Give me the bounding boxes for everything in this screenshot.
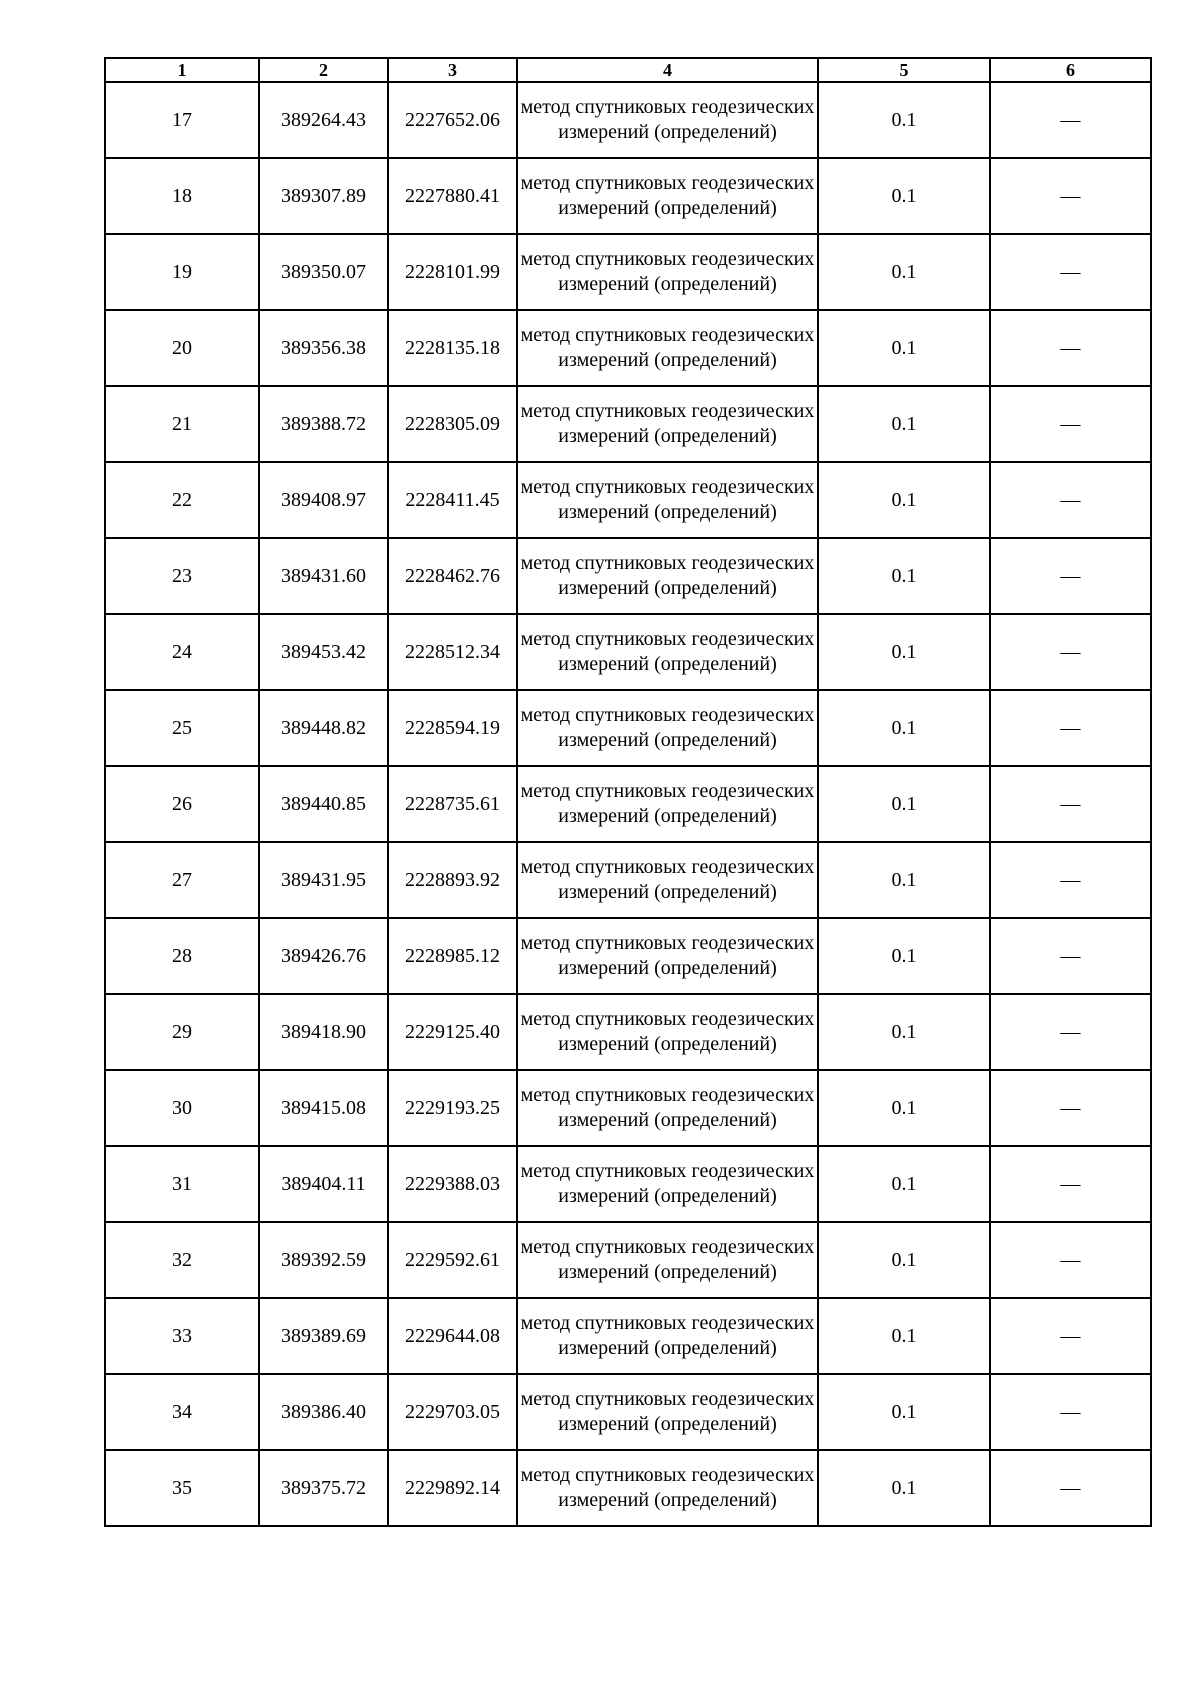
method-cell: метод спутниковых геодезических измерений (определений) bbox=[517, 918, 818, 994]
method-cell: метод спутниковых геодезических измерений (определений) bbox=[517, 234, 818, 310]
method-cell: метод спутниковых геодезических измерений (определений) bbox=[517, 614, 818, 690]
x-coordinate-cell: 389448.82 bbox=[259, 690, 388, 766]
coordinates-table bbox=[104, 57, 1152, 1527]
description-cell: — bbox=[990, 614, 1151, 690]
description-cell: — bbox=[990, 842, 1151, 918]
method-cell: метод спутниковых геодезических измерений (определений) bbox=[517, 690, 818, 766]
y-coordinate-cell: 2228101.99 bbox=[388, 234, 517, 310]
table-row bbox=[105, 842, 1151, 918]
point-number-cell: 18 bbox=[105, 158, 259, 234]
method-cell: метод спутниковых геодезических измерений (определений) bbox=[517, 386, 818, 462]
y-coordinate-cell: 2228305.09 bbox=[388, 386, 517, 462]
description-cell: — bbox=[990, 234, 1151, 310]
description-cell: — bbox=[990, 1070, 1151, 1146]
description-cell: — bbox=[990, 462, 1151, 538]
table-row bbox=[105, 1374, 1151, 1450]
table-row bbox=[105, 82, 1151, 158]
y-coordinate-cell: 2227880.41 bbox=[388, 158, 517, 234]
x-coordinate-cell: 389440.85 bbox=[259, 766, 388, 842]
table-header bbox=[105, 58, 1151, 82]
y-coordinate-cell: 2229193.25 bbox=[388, 1070, 517, 1146]
point-number-cell: 25 bbox=[105, 690, 259, 766]
table-row bbox=[105, 462, 1151, 538]
accuracy-cell: 0.1 bbox=[818, 386, 990, 462]
table-row bbox=[105, 158, 1151, 234]
accuracy-cell: 0.1 bbox=[818, 614, 990, 690]
method-cell: метод спутниковых геодезических измерений (определений) bbox=[517, 1070, 818, 1146]
table-row bbox=[105, 310, 1151, 386]
accuracy-cell: 0.1 bbox=[818, 1298, 990, 1374]
x-coordinate-cell: 389356.38 bbox=[259, 310, 388, 386]
method-cell: метод спутниковых геодезических измерений (определений) bbox=[517, 1146, 818, 1222]
header-cell-col-3: 3 bbox=[388, 58, 517, 82]
accuracy-cell: 0.1 bbox=[818, 538, 990, 614]
accuracy-cell: 0.1 bbox=[818, 1146, 990, 1222]
accuracy-cell: 0.1 bbox=[818, 1374, 990, 1450]
accuracy-cell: 0.1 bbox=[818, 918, 990, 994]
table-row bbox=[105, 386, 1151, 462]
description-cell: — bbox=[990, 538, 1151, 614]
method-cell: метод спутниковых геодезических измерений (определений) bbox=[517, 1374, 818, 1450]
accuracy-cell: 0.1 bbox=[818, 234, 990, 310]
table-row bbox=[105, 1146, 1151, 1222]
y-coordinate-cell: 2227652.06 bbox=[388, 82, 517, 158]
description-cell: — bbox=[990, 82, 1151, 158]
point-number-cell: 22 bbox=[105, 462, 259, 538]
method-cell: метод спутниковых геодезических измерений (определений) bbox=[517, 462, 818, 538]
x-coordinate-cell: 389453.42 bbox=[259, 614, 388, 690]
y-coordinate-cell: 2229388.03 bbox=[388, 1146, 517, 1222]
y-coordinate-cell: 2229703.05 bbox=[388, 1374, 517, 1450]
accuracy-cell: 0.1 bbox=[818, 1222, 990, 1298]
point-number-cell: 21 bbox=[105, 386, 259, 462]
point-number-cell: 17 bbox=[105, 82, 259, 158]
x-coordinate-cell: 389418.90 bbox=[259, 994, 388, 1070]
header-cell-col-2: 2 bbox=[259, 58, 388, 82]
y-coordinate-cell: 2228893.92 bbox=[388, 842, 517, 918]
x-coordinate-cell: 389408.97 bbox=[259, 462, 388, 538]
point-number-cell: 35 bbox=[105, 1450, 259, 1526]
description-cell: — bbox=[990, 310, 1151, 386]
point-number-cell: 33 bbox=[105, 1298, 259, 1374]
x-coordinate-cell: 389431.95 bbox=[259, 842, 388, 918]
description-cell: — bbox=[990, 766, 1151, 842]
accuracy-cell: 0.1 bbox=[818, 82, 990, 158]
table-row bbox=[105, 538, 1151, 614]
accuracy-cell: 0.1 bbox=[818, 690, 990, 766]
description-cell: — bbox=[990, 1146, 1151, 1222]
table-row bbox=[105, 690, 1151, 766]
point-number-cell: 19 bbox=[105, 234, 259, 310]
y-coordinate-cell: 2229892.14 bbox=[388, 1450, 517, 1526]
header-cell-col-4: 4 bbox=[517, 58, 818, 82]
table-row bbox=[105, 1222, 1151, 1298]
point-number-cell: 24 bbox=[105, 614, 259, 690]
description-cell: — bbox=[990, 1450, 1151, 1526]
x-coordinate-cell: 389415.08 bbox=[259, 1070, 388, 1146]
y-coordinate-cell: 2228462.76 bbox=[388, 538, 517, 614]
point-number-cell: 27 bbox=[105, 842, 259, 918]
method-cell: метод спутниковых геодезических измерений (определений) bbox=[517, 1298, 818, 1374]
x-coordinate-cell: 389350.07 bbox=[259, 234, 388, 310]
table-row bbox=[105, 1450, 1151, 1526]
point-number-cell: 29 bbox=[105, 994, 259, 1070]
y-coordinate-cell: 2228735.61 bbox=[388, 766, 517, 842]
description-cell: — bbox=[990, 1298, 1151, 1374]
y-coordinate-cell: 2228512.34 bbox=[388, 614, 517, 690]
point-number-cell: 23 bbox=[105, 538, 259, 614]
x-coordinate-cell: 389375.72 bbox=[259, 1450, 388, 1526]
accuracy-cell: 0.1 bbox=[818, 1070, 990, 1146]
description-cell: — bbox=[990, 918, 1151, 994]
accuracy-cell: 0.1 bbox=[818, 766, 990, 842]
header-row bbox=[105, 58, 1151, 82]
x-coordinate-cell: 389431.60 bbox=[259, 538, 388, 614]
method-cell: метод спутниковых геодезических измерений (определений) bbox=[517, 310, 818, 386]
method-cell: метод спутниковых геодезических измерений (определений) bbox=[517, 766, 818, 842]
method-cell: метод спутниковых геодезических измерений (определений) bbox=[517, 158, 818, 234]
method-cell: метод спутниковых геодезических измерений (определений) bbox=[517, 994, 818, 1070]
x-coordinate-cell: 389426.76 bbox=[259, 918, 388, 994]
description-cell: — bbox=[990, 1374, 1151, 1450]
table-body bbox=[105, 82, 1151, 1526]
method-cell: метод спутниковых геодезических измерений (определений) bbox=[517, 538, 818, 614]
point-number-cell: 26 bbox=[105, 766, 259, 842]
table-row bbox=[105, 1298, 1151, 1374]
accuracy-cell: 0.1 bbox=[818, 462, 990, 538]
x-coordinate-cell: 389389.69 bbox=[259, 1298, 388, 1374]
header-cell-col-5: 5 bbox=[818, 58, 990, 82]
point-number-cell: 34 bbox=[105, 1374, 259, 1450]
table-row bbox=[105, 1070, 1151, 1146]
point-number-cell: 32 bbox=[105, 1222, 259, 1298]
x-coordinate-cell: 389264.43 bbox=[259, 82, 388, 158]
y-coordinate-cell: 2228135.18 bbox=[388, 310, 517, 386]
point-number-cell: 28 bbox=[105, 918, 259, 994]
method-cell: метод спутниковых геодезических измерений (определений) bbox=[517, 82, 818, 158]
y-coordinate-cell: 2228985.12 bbox=[388, 918, 517, 994]
y-coordinate-cell: 2229644.08 bbox=[388, 1298, 517, 1374]
method-cell: метод спутниковых геодезических измерений (определений) bbox=[517, 1450, 818, 1526]
x-coordinate-cell: 389388.72 bbox=[259, 386, 388, 462]
accuracy-cell: 0.1 bbox=[818, 842, 990, 918]
description-cell: — bbox=[990, 386, 1151, 462]
accuracy-cell: 0.1 bbox=[818, 310, 990, 386]
description-cell: — bbox=[990, 690, 1151, 766]
point-number-cell: 20 bbox=[105, 310, 259, 386]
table-row bbox=[105, 614, 1151, 690]
y-coordinate-cell: 2229592.61 bbox=[388, 1222, 517, 1298]
x-coordinate-cell: 389307.89 bbox=[259, 158, 388, 234]
table-row bbox=[105, 994, 1151, 1070]
y-coordinate-cell: 2228411.45 bbox=[388, 462, 517, 538]
y-coordinate-cell: 2229125.40 bbox=[388, 994, 517, 1070]
method-cell: метод спутниковых геодезических измерений (определений) bbox=[517, 1222, 818, 1298]
x-coordinate-cell: 389404.11 bbox=[259, 1146, 388, 1222]
x-coordinate-cell: 389392.59 bbox=[259, 1222, 388, 1298]
x-coordinate-cell: 389386.40 bbox=[259, 1374, 388, 1450]
accuracy-cell: 0.1 bbox=[818, 1450, 990, 1526]
y-coordinate-cell: 2228594.19 bbox=[388, 690, 517, 766]
method-cell: метод спутниковых геодезических измерений (определений) bbox=[517, 842, 818, 918]
table-row bbox=[105, 918, 1151, 994]
table-row bbox=[105, 234, 1151, 310]
header-cell-col-6: 6 bbox=[990, 58, 1151, 82]
header-cell-col-1: 1 bbox=[105, 58, 259, 82]
accuracy-cell: 0.1 bbox=[818, 994, 990, 1070]
point-number-cell: 30 bbox=[105, 1070, 259, 1146]
table-row bbox=[105, 766, 1151, 842]
description-cell: — bbox=[990, 994, 1151, 1070]
description-cell: — bbox=[990, 1222, 1151, 1298]
accuracy-cell: 0.1 bbox=[818, 158, 990, 234]
point-number-cell: 31 bbox=[105, 1146, 259, 1222]
description-cell: — bbox=[990, 158, 1151, 234]
